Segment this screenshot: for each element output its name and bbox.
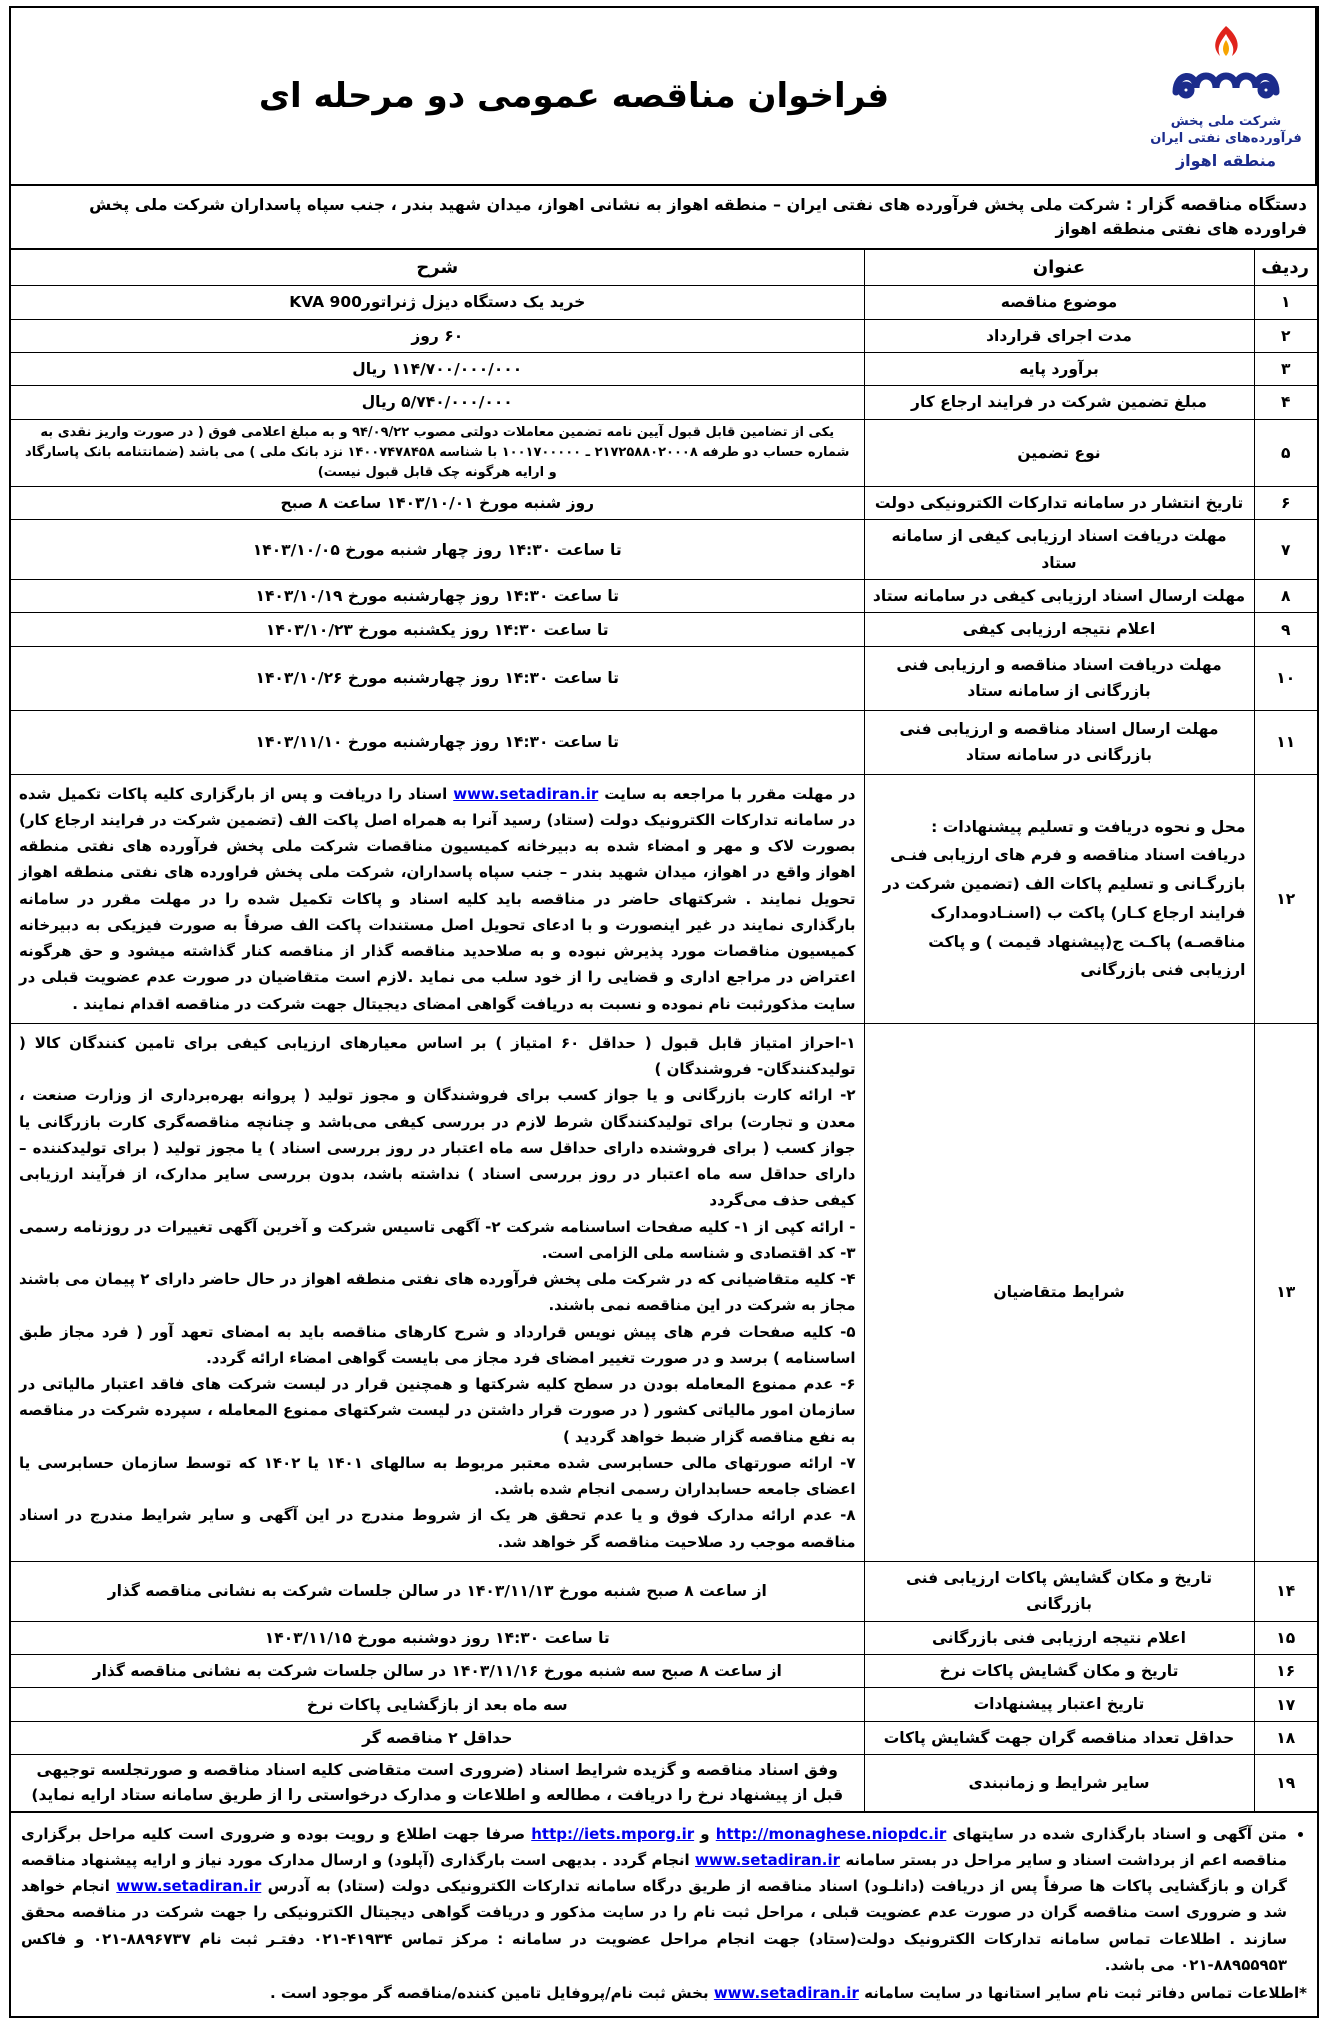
footer-list bbox=[21, 1821, 1307, 1979]
footer-item bbox=[21, 1821, 1287, 1979]
footer-text: متن آگهی و اسناد بارگذاری شده در سایتهای bbox=[952, 1824, 1287, 1843]
row-num: ۹ bbox=[1254, 613, 1318, 646]
row-num: ۱۹ bbox=[1254, 1755, 1318, 1812]
row-title: شرایط متقاضیان bbox=[864, 1023, 1254, 1561]
row-title: محل و نحوه دریافت و تسلیم پیشنهادات : دریافت اسناد مناقصه و فرم های ارزیابی فنـی بازرگـانی و تسلیم پاکات الف (تضمین شرکت در فرایند ارجاع کـار) پاکت ب (اسنـادومدارک مناقصـه) پاکـت ج(پیشنهاد قیمت ) و پاکت ارزیابی فنی بازرگانی bbox=[864, 774, 1254, 1023]
table-row bbox=[10, 352, 1318, 385]
row-title: اعلام نتیجه ارزیابی کیفی bbox=[864, 613, 1254, 646]
table-row bbox=[10, 386, 1318, 419]
row-desc: ۵/۷۴۰/۰۰۰/۰۰۰ ریال bbox=[10, 386, 864, 419]
criteria-item: ۲- ارائه کارت بازرگانی و یا جواز کسب برای فروشندگان و مجوز تولید ( پروانه بهره‌برداری از وزارت صنعت ، معدن و تجارت) برای تولیدکنندگان شرط لازم در بررسی کیفی می‌باشد و چنانچه مناقصه‌گری کارت بازرگانی یا جواز کسب ( برای فروشنده دارای حداقل سه ماه اعتبار در روز بررسی اسناد ) یا مجوز تولید ( برای تولیدکننده –دارای حداقل سه ماه اعتبار در روز بررسی اسناد ) نداشته باشد، بدون بررسی سایر مدارک، از فرآیند ارزیابی کیفی حذف می‌گردد bbox=[19, 1086, 856, 1210]
submission-text-rest: اسناد را دریافت و پس از بارگزاری کلیه پاکات تکمیل شده در سامانه تدارکات الکترونیک دولت (ستاد) رسید آنرا به همراه اصل پاکت الف (تضمین شرکت در فرایند ارجاع کار) بصورت لاک و مهر و امضاء شده به دبیرخانه کمیسیون مناقصات شرکت ملی پخش فرآورده های نفتی منطقه اهواز واقع در اهواز، میدان شهید بندر – جنب سپاه پاسداران، شرکت ملی پخش فراورده های نفتی منطقه اهواز تحویل نمایند . شرکتهای حاضر در مناقصه باید کلیه اسناد و پاکات تکمیل شده را در مهلت مقرر در سامانه بارگذاری نمایند در غیر اینصورت و با ادعای تحویل اصل مستندات پاکت الف صرفاً به صورت فیزیکی به دبیرخانه کمیسیون مناقصات مورد پذیرش نبوده و به صلاحدید مناقصه گذار از مناقصه کنار گذاشته میشود و حق هرگونه اعتراض در مراجع اداری و قضایی را از خود سلب می نماید .لازم است متقاضیان در صورت عدم عضویت قبلی در سایت مذکورثبت نام نموده و نسبت به دریافت گواهی امضای دیجیتال جهت شرکت در مناقصه اقدام نمایند . bbox=[19, 784, 856, 1013]
footer-note-text: بخش ثبت نام/پروفایل تامین کننده/مناقصه گر موجود است . bbox=[270, 1984, 709, 2003]
table-row bbox=[10, 1755, 1318, 1812]
flame-logo-icon bbox=[1156, 22, 1296, 112]
page-title: فراخوان مناقصه عمومی دو مرحله ای bbox=[258, 76, 890, 116]
notice-header bbox=[9, 6, 1319, 186]
row-desc bbox=[10, 774, 864, 1023]
organizer-line bbox=[9, 186, 1319, 248]
row-desc: از ساعت ۸ صبح شنبه مورخ ۱۴۰۳/۱۱/۱۳ در سالن جلسات شرکت به نشانی مناقصه گذار bbox=[10, 1561, 864, 1621]
row-num: ۳ bbox=[1254, 352, 1318, 385]
row-desc: سه ماه بعد از بازگشایی پاکات نرخ bbox=[10, 1688, 864, 1721]
table-row-submission bbox=[10, 774, 1318, 1023]
table-row bbox=[10, 319, 1318, 352]
table-row bbox=[10, 520, 1318, 580]
row-num: ۱۶ bbox=[1254, 1654, 1318, 1687]
row-title: حداقل تعداد مناقصه گران جهت گشایش پاکات bbox=[864, 1721, 1254, 1754]
setadiran-link[interactable]: www.setadiran.ir bbox=[116, 1877, 262, 1896]
row-title: مهلت ارسال اسناد مناقصه و ارزیابی فنی بازرگانی در سامانه ستاد bbox=[864, 710, 1254, 774]
monaghese-link[interactable]: http://monaghese.niopdc.ir bbox=[715, 1824, 947, 1843]
row-title: سایر شرایط و زمانبندی bbox=[864, 1755, 1254, 1812]
table-header-row bbox=[10, 249, 1318, 286]
submission-text-start: در مهلت مقرر با مراجعه به سایت bbox=[604, 784, 856, 803]
setadiran-link[interactable]: www.setadiran.ir bbox=[453, 784, 599, 803]
row-desc: حداقل ۲ مناقصه گر bbox=[10, 1721, 864, 1754]
row-desc: از ساعت ۸ صبح سه شنبه مورخ ۱۴۰۳/۱۱/۱۶ در سالن جلسات شرکت به نشانی مناقصه گذار bbox=[10, 1654, 864, 1687]
table-row bbox=[10, 613, 1318, 646]
footer-note bbox=[21, 1980, 1307, 2006]
logo-org-name: شرکت ملی پخش فرآورده‌های نفتی ایران bbox=[1150, 113, 1302, 146]
header-num: ردیف bbox=[1254, 249, 1318, 286]
criteria-list bbox=[10, 1023, 864, 1561]
tender-table bbox=[9, 248, 1319, 1812]
criteria-item: ۵- کلیه صفحات فرم های پیش نویس قرارداد و شرح کارهای مناقصه باید به امضای تعهد آور ( فرد مجاز طبق اساسنامه ) برسد و در صورت تغییر امضای فرد مجاز می بایست گواهی امضاء ارائه گردد. bbox=[19, 1322, 856, 1367]
table-row bbox=[10, 1654, 1318, 1687]
organizer-label: دستگاه مناقصه گزار : bbox=[1125, 195, 1307, 215]
row-title: تاریخ و مکان گشایش پاکات ارزیابی فنی بازرگانی bbox=[864, 1561, 1254, 1621]
footer-text: انجام خواهد شد و ضروری است مناقصه گران در صورت عدم عضویت قبلی ، مراحل ثبت نام را در سایت مذکور و دریافت گواهی دیجیتال الکترونیکی را جهت شرکت در مناقصه محقق سازند . اطلاعات تماس سامانه تدارکات الکترونیک دولت(ستاد) جهت انجام مراحل عضویت در سامانه : مرکز تماس ۴۱۹۳۴-۰۲۱ دفتـر ثبت نام ۸۸۹۶۷۳۷-۰۲۱ و فاکس ۸۸۹۵۵۹۵۳-۰۲۱ می باشد. bbox=[21, 1877, 1287, 1974]
table-row bbox=[10, 710, 1318, 774]
company-logo bbox=[1137, 8, 1317, 184]
criteria-item: ۸- عدم ارائه مدارک فوق و یا عدم تحقق هر یک از شروط مندرج در این آگهی و سایر شرایط مندرج در اسناد مناقصه موجب رد صلاحیت مناقصه گر خواهد شد. bbox=[19, 1506, 856, 1551]
iets-link[interactable]: http://iets.mporg.ir bbox=[531, 1824, 695, 1843]
row-desc: تا ساعت ۱۴:۳۰ روز چهار شنبه مورخ ۱۴۰۳/۱۰/۰۵ bbox=[10, 520, 864, 580]
row-title: تاریخ اعتبار پیشنهادات bbox=[864, 1688, 1254, 1721]
row-num: ۲ bbox=[1254, 319, 1318, 352]
row-desc: وفق اسناد مناقصه و گزیده شرایط اسناد (ضروری است متقاضی کلیه اسناد مناقصه و صورتجلسه توجیهی قبل از پیشنهاد نرخ را دریافت ، مطالعه و اطلاعات و مدارک درخواستی را از طریق سامانه ستاد ارایه نماید) bbox=[10, 1755, 864, 1812]
row-desc: ۶۰ روز bbox=[10, 319, 864, 352]
footer-text: انجام گردد . بدیهی است بارگذاری (آپلود) و ارسال مدارک مورد نیاز و ارایه پیشنهاد مناقصه گران و بازگشایی پاکات ها صرفاً پس از دریافت (دانلـود) اسناد مناقصه از طریق درگاه سامانه تدارکات الکترونیکی دولت (ستاد) به آدرس bbox=[21, 1850, 1287, 1896]
organizer-text: شرکت ملی پخش فرآورده های نفتی ایران – منطقه اهواز به نشانی اهواز، میدان شهید بندر ، جنب سپاه پاسداران شرکت ملی پخش فراورده های نفتی منطقه اهواز bbox=[89, 195, 1307, 238]
row-desc: یکی از تضامین قابل قبول آیین نامه تضمین معاملات دولتی مصوب ۹۴/۰۹/۲۲ و به مبلغ اعلامی فوق ( در صورت واریز نقدی به شماره حساب دو طرفه ۲۱۷۲۵۸۸۰۲۰۰۰۸ ـ ۱۰۰۱۷۰۰۰۰۰ با شناسه ۱۴۰۰۷۴۷۸۴۵۸ نزد بانک ملی ) می باشد (ضمانتنامه بانک پاسارگاد و ارایه هرگونه چک قابل قبول نیست) bbox=[10, 419, 864, 486]
row-desc: تا ساعت ۱۴:۳۰ روز دوشنبه مورخ ۱۴۰۳/۱۱/۱۵ bbox=[10, 1621, 864, 1654]
criteria-item: ۱-احراز امتیاز قابل قبول ( حداقل ۶۰ امتیاز ) بر اساس معیارهای ارزیابی کیفی برای تامین کنندگان کالا ( تولیدکنندگان- فروشندگان ) bbox=[19, 1033, 856, 1079]
setadiran-link[interactable]: www.setadiran.ir bbox=[695, 1850, 841, 1869]
row-desc: روز شنبه مورخ ۱۴۰۳/۱۰/۰۱ ساعت ۸ صبح bbox=[10, 486, 864, 519]
title-cell bbox=[11, 8, 1137, 184]
row-num: ۱۲ bbox=[1254, 774, 1318, 1023]
row-title: مهلت دریافت اسناد مناقصه و ارزیابی فنی بازرگانی از سامانه ستاد bbox=[864, 646, 1254, 710]
table-row bbox=[10, 580, 1318, 613]
table-row bbox=[10, 1621, 1318, 1654]
criteria-item: ۷- ارائه صورتهای مالی حسابرسی شده معتبر مربوط به سالهای ۱۴۰۱ یا ۱۴۰۲ که توسط سازمان حسابرسی یا اعضای جامعه حسابداران رسمی انجام شده باشد. bbox=[19, 1453, 856, 1499]
row-num: ۱۰ bbox=[1254, 646, 1318, 710]
table-row-criteria bbox=[10, 1023, 1318, 1561]
row-num: ۱۸ bbox=[1254, 1721, 1318, 1754]
row-desc: خرید یک دستگاه دیزل ژنراتور900 KVA bbox=[10, 286, 864, 319]
row-num: ۶ bbox=[1254, 486, 1318, 519]
table-row bbox=[10, 486, 1318, 519]
row-title: برآورد پایه bbox=[864, 352, 1254, 385]
footer-text: صرفا جهت اطلاع و رویت بوده و ضروری است کلیه مراحل برگزاری مناقصه اعم از برداشت اسناد و سایر مراحل در بستر سامانه bbox=[21, 1824, 1287, 1869]
row-title: مهلت دریافت اسناد ارزیابی کیفی از سامانه ستاد bbox=[864, 520, 1254, 580]
row-num: ۵ bbox=[1254, 419, 1318, 486]
row-title: تاریخ انتشار در سامانه تدارکات الکترونیکی دولت bbox=[864, 486, 1254, 519]
footer-notes bbox=[9, 1813, 1319, 2018]
row-title: تاریخ و مکان گشایش پاکات نرخ bbox=[864, 1654, 1254, 1687]
footer-note-text: *اطلاعات تماس دفاتر ثبت نام سایر استانها در سایت سامانه bbox=[864, 1984, 1307, 2003]
header-title: عنوان bbox=[864, 249, 1254, 286]
table-row bbox=[10, 419, 1318, 486]
row-desc: ۱۱۴/۷۰۰/۰۰۰/۰۰۰ ریال bbox=[10, 352, 864, 385]
table-row bbox=[10, 286, 1318, 319]
row-desc: تا ساعت ۱۴:۳۰ روز چهارشنبه مورخ ۱۴۰۳/۱۱/۱۰ bbox=[10, 710, 864, 774]
row-num: ۷ bbox=[1254, 520, 1318, 580]
criteria-item: ۴- کلیه متقاضیانی که در شرکت ملی پخش فرآورده های نفتی منطقه اهواز در حال حاضر دارای ۲ پیمان می باشند مجاز به شرکت در این مناقصه نمی باشند. bbox=[19, 1270, 856, 1315]
table-row bbox=[10, 1721, 1318, 1754]
row-desc: تا ساعت ۱۴:۳۰ روز یکشنبه مورخ ۱۴۰۳/۱۰/۲۳ bbox=[10, 613, 864, 646]
row-num: ۱ bbox=[1254, 286, 1318, 319]
row-title: مدت اجرای قرارداد bbox=[864, 319, 1254, 352]
row-num: ۴ bbox=[1254, 386, 1318, 419]
setadiran-link[interactable]: www.setadiran.ir bbox=[713, 1984, 859, 2003]
tender-notice bbox=[9, 6, 1319, 2018]
table-row bbox=[10, 1688, 1318, 1721]
criteria-item: ۶- عدم ممنوع المعامله بودن در سطح کلیه شرکتها و همچنین قرار در لیست شرکت های فاقد اعتبار مالیاتی در سازمان امور مالیاتی کشور ( در صورت قرار داشتن در لیست شرکتهای ممنوع المعامله ، سپرده شرکت در مناقصه به نفع مناقصه گزار ضبط خواهد گردید ) bbox=[19, 1375, 856, 1446]
row-num: ۱۵ bbox=[1254, 1621, 1318, 1654]
row-num: ۸ bbox=[1254, 580, 1318, 613]
row-title: مبلغ تضمین شرکت در فرایند ارجاع کار bbox=[864, 386, 1254, 419]
row-title: اعلام نتیجه ارزیابی فنی بازرگانی bbox=[864, 1621, 1254, 1654]
footer-text: و bbox=[700, 1824, 710, 1843]
row-desc: تا ساعت ۱۴:۳۰ روز چهارشنبه مورخ ۱۴۰۳/۱۰/۱۹ bbox=[10, 580, 864, 613]
row-num: ۱۷ bbox=[1254, 1688, 1318, 1721]
row-title: موضوع مناقصه bbox=[864, 286, 1254, 319]
row-title: نوع تضمین bbox=[864, 419, 1254, 486]
logo-region-name: منطقه اهواز bbox=[1175, 151, 1277, 171]
criteria-item: - ارائه کپی از ۱- کلیه صفحات اساسنامه شرکت ۲- آگهی تاسیس شرکت و آخرین آگهی تغییرات در روزنامه رسمی ۳- کد اقتصادی و شناسه ملی الزامی است. bbox=[19, 1217, 856, 1262]
row-num: ۱۳ bbox=[1254, 1023, 1318, 1561]
row-num: ۱۴ bbox=[1254, 1561, 1318, 1621]
table-row bbox=[10, 646, 1318, 710]
row-desc: تا ساعت ۱۴:۳۰ روز چهارشنبه مورخ ۱۴۰۳/۱۰/۲۶ bbox=[10, 646, 864, 710]
row-title: مهلت ارسال اسناد ارزیابی کیفی در سامانه ستاد bbox=[864, 580, 1254, 613]
row-num: ۱۱ bbox=[1254, 710, 1318, 774]
header-desc: شرح bbox=[10, 249, 864, 286]
table-row bbox=[10, 1561, 1318, 1621]
